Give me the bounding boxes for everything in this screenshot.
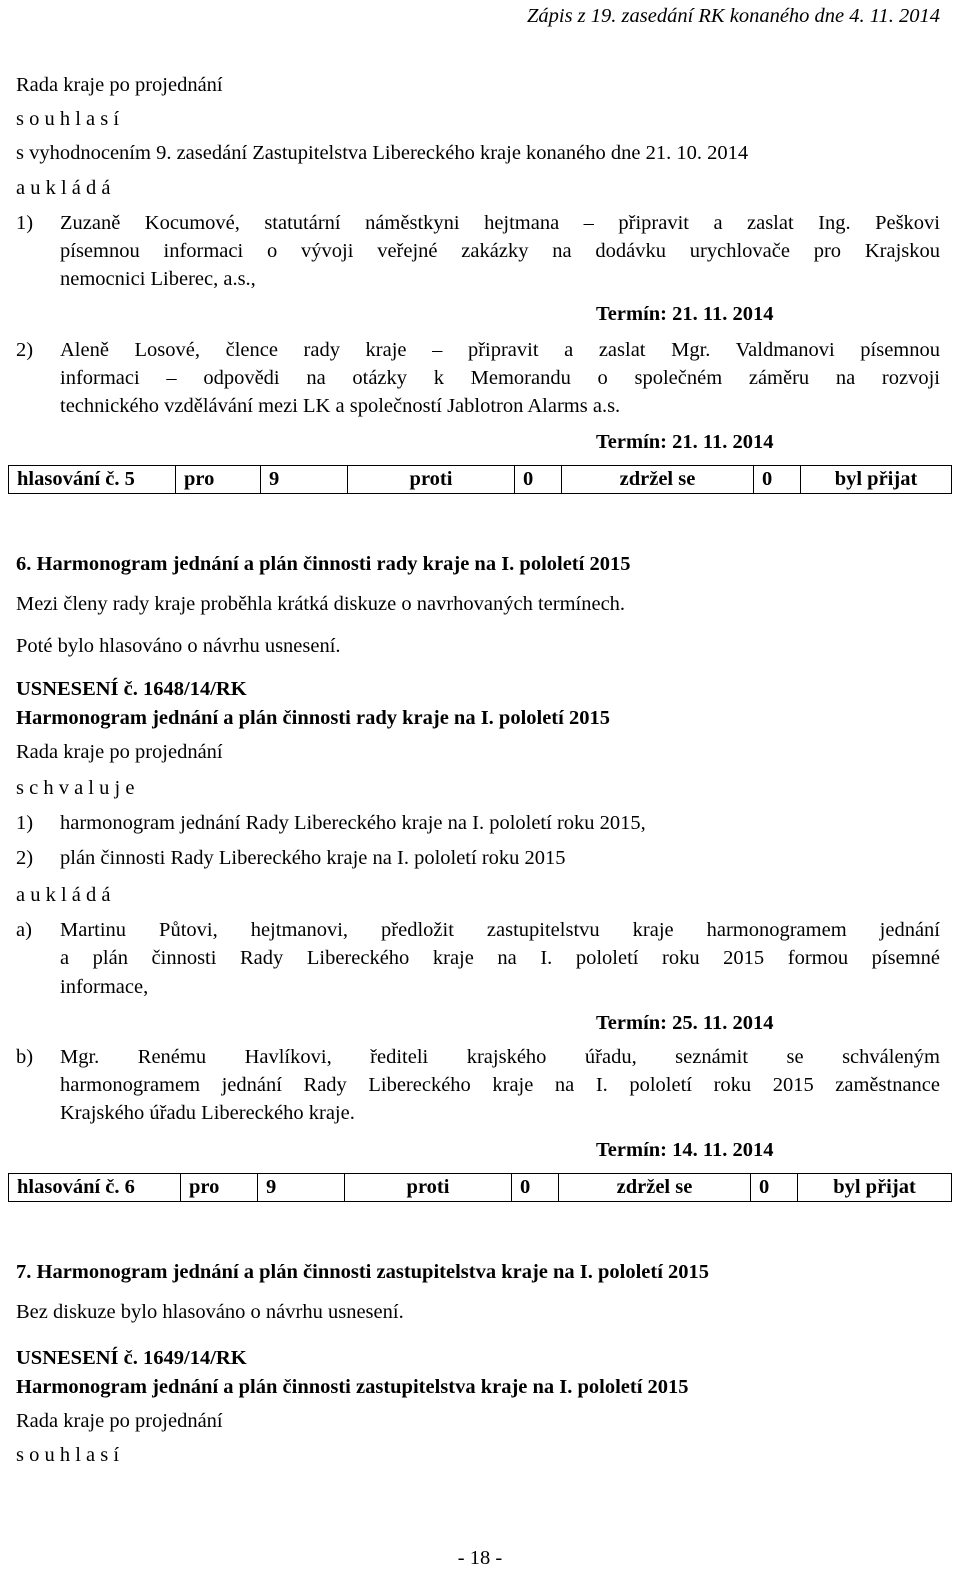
- resolution-number: USNESENÍ č. 1648/14/RK: [16, 678, 247, 700]
- task-2-number: 2): [16, 339, 34, 361]
- approve-2-text: plán činnosti Rady Libereckého kraje na I. pololetí roku 2015: [60, 847, 566, 869]
- vote-table-6: [8, 1173, 952, 1202]
- task-b-line-3: Krajského úřadu Libereckého kraje.: [60, 1102, 355, 1124]
- souhlasi-verb: s o u h l a s í: [16, 108, 120, 130]
- rada-intro: Rada kraje po projednání: [16, 74, 223, 96]
- souhlasi-verb: s o u h l a s í: [16, 1444, 120, 1466]
- vote-proti-count: 0: [512, 1174, 559, 1202]
- approve-1-text: harmonogram jednání Rady Libereckého kraje na I. pololetí roku 2015,: [60, 812, 646, 834]
- task-a-line-1: Martinu Půtovi, hejtmanovi, předložit zastupitelstvu kraje harmonogramem jednání: [60, 919, 940, 941]
- section-7-vote-note: Bez diskuze bylo hlasováno o návrhu usnesení.: [16, 1301, 404, 1323]
- task-1-line-3: nemocnici Liberec, a.s.,: [60, 268, 256, 290]
- section-6-heading: 6. Harmonogram jednání a plán činnosti rady kraje na I. pololetí 2015: [16, 553, 631, 575]
- task-b-term: Termín: 14. 11. 2014: [596, 1139, 774, 1161]
- vote-zdrzel-count: 0: [754, 466, 801, 494]
- task-a-number: a): [16, 919, 32, 941]
- vote-label: hlasování č. 6: [9, 1174, 181, 1202]
- uklada-verb: a u k l á d á: [16, 177, 111, 199]
- task-2-line-2: informaci – odpovědi na otázky k Memorandu o společném záměru na rozvoji: [60, 367, 940, 389]
- vyhodnoceni-text: s vyhodnocením 9. zasedání Zastupitelstva Libereckého kraje konaného dne 21. 10. 2014: [16, 142, 749, 164]
- vote-table-5: [8, 465, 952, 494]
- task-1-term: Termín: 21. 11. 2014: [596, 303, 774, 325]
- vote-pro-count: 9: [261, 466, 348, 494]
- task-a-line-3: informace,: [60, 976, 149, 998]
- section-6-vote-note: Poté bylo hlasováno o návrhu usnesení.: [16, 635, 341, 657]
- page-number: - 18 -: [457, 1547, 503, 1569]
- rada-intro: Rada kraje po projednání: [16, 1410, 223, 1432]
- task-1-line-1: Zuzaně Kocumové, statutární náměstkyni hejtmana – připravit a zaslat Ing. Peškovi: [60, 212, 940, 234]
- approve-2-number: 2): [16, 847, 34, 869]
- vote-pro-count: 9: [258, 1174, 345, 1202]
- section-7-heading: 7. Harmonogram jednání a plán činnosti zastupitelstva kraje na I. pololetí 2015: [16, 1261, 710, 1283]
- task-a-term: Termín: 25. 11. 2014: [596, 1012, 774, 1034]
- uklada-verb: a u k l á d á: [16, 884, 111, 906]
- rada-intro: Rada kraje po projednání: [16, 741, 223, 763]
- task-a-line-2: a plán činnosti Rady Libereckého kraje na I. pololetí roku 2015 formou písemné: [60, 947, 940, 969]
- task-b-line-1: Mgr. Renému Havlíkovi, řediteli krajského úřadu, seznámit se schváleným: [60, 1046, 940, 1068]
- task-1-line-2: písemnou informaci o vývoji veřejné zakázky na dodávku urychlovače pro Krajskou: [60, 240, 940, 262]
- resolution-title: Harmonogram jednání a plán činnosti rady kraje na I. pololetí 2015: [16, 707, 610, 729]
- section-6-discussion: Mezi členy rady kraje proběhla krátká diskuze o navrhovaných termínech.: [16, 593, 626, 615]
- vote-proti-count: 0: [515, 466, 562, 494]
- task-b-line-2: harmonogramem jednání Rady Libereckého kraje na I. pololetí roku 2015 zaměstnance: [60, 1074, 940, 1096]
- vote-zdrzel-label: zdržel se: [562, 466, 754, 494]
- vote-result: byl přijat: [798, 1174, 952, 1202]
- vote-label: hlasování č. 5: [9, 466, 176, 494]
- vote-proti-label: proti: [348, 466, 515, 494]
- task-2-line-3: technického vzdělávání mezi LK a společností Jablotron Alarms a.s.: [60, 395, 621, 417]
- task-2-line-1: Aleně Losové, člence rady kraje – připravit a zaslat Mgr. Valdmanovi písemnou: [60, 339, 940, 361]
- vote-result: byl přijat: [801, 466, 952, 494]
- task-b-number: b): [16, 1046, 34, 1068]
- approve-1-number: 1): [16, 812, 34, 834]
- vote-row: [9, 466, 952, 494]
- schvaluje-verb: s c h v a l u j e: [16, 777, 135, 799]
- vote-pro-label: pro: [181, 1174, 258, 1202]
- vote-zdrzel-label: zdržel se: [559, 1174, 751, 1202]
- resolution-number: USNESENÍ č. 1649/14/RK: [16, 1347, 247, 1369]
- vote-row: [9, 1174, 952, 1202]
- vote-pro-label: pro: [176, 466, 261, 494]
- task-1-number: 1): [16, 212, 34, 234]
- vote-proti-label: proti: [345, 1174, 512, 1202]
- resolution-title: Harmonogram jednání a plán činnosti zastupitelstva kraje na I. pololetí 2015: [16, 1376, 689, 1398]
- task-2-term: Termín: 21. 11. 2014: [596, 431, 774, 453]
- vote-zdrzel-count: 0: [751, 1174, 798, 1202]
- page-header: Zápis z 19. zasedání RK konaného dne 4. 11. 2014: [526, 5, 940, 27]
